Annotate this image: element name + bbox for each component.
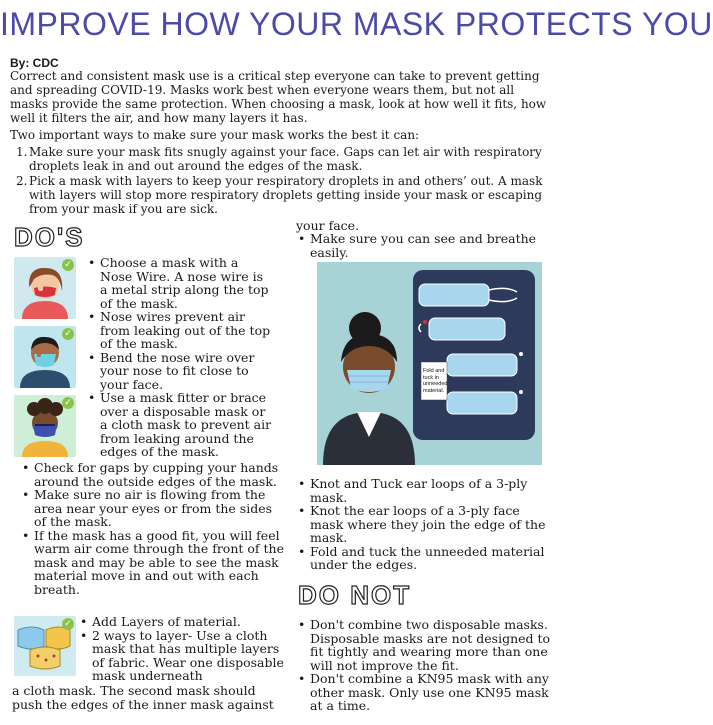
check-icon: ✓: [62, 397, 74, 409]
col2-list-bottom: [298, 477, 553, 572]
list-item: • Nose wires prevent air from leaking out of the top of the mask.: [88, 310, 273, 351]
ways-list: [12, 145, 555, 217]
list-item: • If the mask has a good fit, you will feel warm air come through the front of the mask and may be able to see the mask material move in and out with each breath.: [22, 529, 284, 597]
donot-list: [298, 618, 553, 713]
intro-paragraph: Correct and consistent mask use is a critical step everyone can take to prevent getting and spreading COVID-19. Masks work best when everyone wears them, but not all masks provide the same protection. When choosing a mask, look at how well it fits, how well it filters the air, and how many layers it has.: [10, 69, 547, 125]
dos-narrow-list: [88, 256, 273, 459]
fold-tuck-illustration: [317, 262, 542, 465]
way-item: 1. Make sure your mask fits snugly against your face. Gaps can let air with respiratory droplets leak in and out around the edges of the mask.: [16, 145, 542, 173]
list-item: • Add Layers of material.: [80, 615, 285, 629]
check-icon: ✓: [62, 618, 74, 630]
list-item: • Make sure you can see and breathe easily.: [298, 232, 553, 259]
list-item: • Make sure no air is flowing from the area near your eyes or from the sides of the mask.: [22, 488, 284, 529]
dos-layer-list: [80, 615, 285, 683]
list-item: • Knot the ear loops of a 3-ply face mask where they join the edge of the mask.: [298, 504, 553, 545]
dos-wide-list: [22, 461, 284, 596]
donot-heading: DO NOT: [298, 580, 412, 610]
mask-fitter-photo: [14, 395, 76, 457]
list-item: • Fold and tuck the unneeded material under the edges.: [298, 545, 553, 572]
dos-heading: DO'S: [14, 222, 85, 252]
lead-sentence: Two important ways to make sure your mask works the best it can:: [10, 128, 420, 142]
col2-continuation-text: your face.: [296, 218, 360, 233]
fold-tuck-label: Fold and tuck in unneeded material.: [423, 368, 448, 394]
mask-fit-photo: [14, 326, 76, 388]
check-icon: ✓: [62, 259, 74, 271]
nose-wire-photo: [14, 257, 76, 319]
list-item: • Don't combine two disposable masks. Disposable masks are not designed to fit tightly and wearing more than one will not improve the fit.: [298, 618, 553, 672]
list-item: • Bend the nose wire over your nose to fit close to your face.: [88, 351, 273, 392]
list-item: • Check for gaps by cupping your hands around the outside edges of the mask.: [22, 461, 284, 488]
page-title: IMPROVE HOW YOUR MASK PROTECTS YOU: [0, 6, 713, 42]
list-item: • Choose a mask with a Nose Wire. A nose wire is a metal strip along the top of the mask.: [88, 256, 273, 310]
col2-list-top: [298, 232, 553, 259]
list-item: • Don't combine a KN95 mask with any other mask. Only use one KN95 mask at a time.: [298, 672, 553, 713]
layer-continuation-text: a cloth mask. The second mask should push the edges of the inner mask against: [12, 683, 274, 712]
list-item: • Use a mask fitter or brace over a disposable mask or a cloth mask to prevent air from leaking around the edges of the mask.: [88, 391, 273, 459]
byline: By: CDC: [10, 56, 59, 70]
check-icon: ✓: [62, 328, 74, 340]
woman-with-mask-illustration: [317, 262, 542, 465]
layered-masks-photo: [14, 616, 76, 676]
list-item: • Knot and Tuck ear loops of a 3-ply mask.: [298, 477, 553, 504]
list-item: • 2 ways to layer- Use a cloth mask that has multiple layers of fabric. Wear one disposable mask underneath: [80, 629, 285, 683]
way-item: 2. Pick a mask with layers to keep your respiratory droplets in and others’ out. A mask with layers will stop more respiratory droplets getting inside your mask or escaping from your mask if you are sick.: [16, 174, 543, 216]
